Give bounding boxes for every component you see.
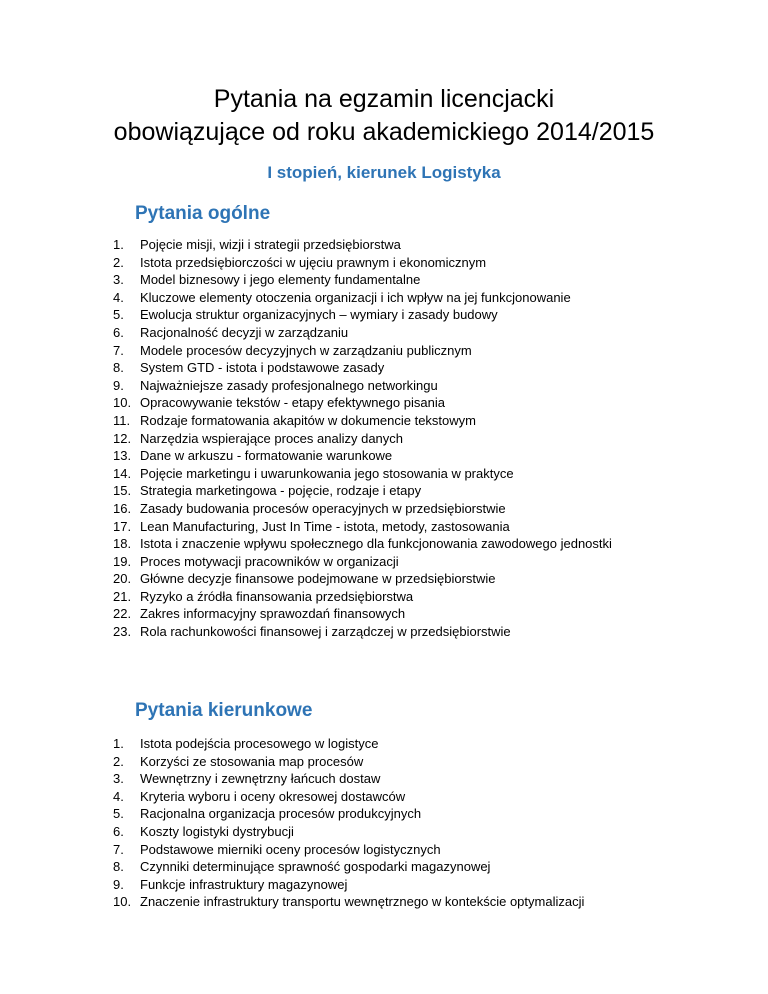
question-number: 9.: [113, 377, 124, 393]
question-text: Lean Manufacturing, Just In Time - istota, metody, zastosowania: [140, 518, 510, 534]
question-number: 10.: [113, 395, 132, 411]
question-text: Istota i znaczenie wpływu społecznego dla funkcjonowania zawodowego jednostki: [140, 536, 612, 552]
question-item: [0, 605, 650, 623]
question-text: Ewolucja struktur organizacyjnych – wymiary i zasady budowy: [140, 307, 498, 323]
question-number: 23.: [113, 624, 132, 640]
document-subtitle: I stopień, kierunek Logistyka: [267, 163, 501, 182]
question-number: 22.: [113, 606, 132, 622]
question-text: Opracowywanie tekstów - etapy efektywnego pisania: [140, 395, 445, 411]
question-number: 6.: [113, 324, 124, 340]
question-number: 13.: [113, 448, 132, 464]
question-text: Znaczenie infrastruktury transportu wewnętrznego w kontekście optymalizacji: [140, 894, 585, 910]
question-text: Dane w arkuszu - formatowanie warunkowe: [140, 448, 393, 464]
general-questions-list: [0, 236, 650, 641]
question-number: 1.: [113, 736, 124, 751]
question-text: Strategia marketingowa - pojęcie, rodzaje i etapy: [140, 483, 422, 499]
question-item: [0, 324, 650, 342]
question-number: 8.: [113, 360, 124, 376]
question-text: Rodzaje formatowania akapitów w dokumencie tekstowym: [140, 412, 476, 428]
question-number: 9.: [113, 876, 124, 892]
question-item: [0, 893, 650, 911]
question-item: [0, 447, 650, 465]
question-item: [0, 482, 650, 500]
question-text: Ryzyko a źródła finansowania przedsiębiorstwa: [140, 588, 414, 604]
question-number: 5.: [113, 806, 124, 822]
question-item: [0, 342, 650, 360]
question-text: Pojęcie marketingu i uwarunkowania jego stosowania w praktyce: [140, 465, 514, 481]
question-number: 8.: [113, 859, 124, 875]
question-number: 5.: [113, 307, 124, 323]
question-number: 14.: [113, 465, 132, 481]
question-text: Najważniejsze zasady profesjonalnego networkingu: [140, 377, 438, 393]
question-item: [0, 570, 650, 588]
question-number: 21.: [113, 588, 132, 604]
question-number: 3.: [113, 272, 124, 288]
question-text: Model biznesowy i jego elementy fundamentalne: [140, 272, 421, 288]
question-text: Czynniki determinujące sprawność gospodarki magazynowej: [140, 859, 491, 875]
question-text: Narzędzia wspierające proces analizy danych: [140, 430, 404, 446]
question-item: [0, 359, 650, 377]
question-text: Pojęcie misji, wizji i strategii przedsiębiorstwa: [140, 237, 401, 252]
question-number: 16.: [113, 500, 132, 516]
question-item: [0, 623, 650, 641]
question-number: 11.: [113, 412, 131, 428]
question-number: 18.: [113, 536, 132, 552]
question-item: [0, 430, 650, 448]
question-item: [0, 588, 650, 606]
question-number: 4.: [113, 788, 124, 804]
question-item: [0, 553, 650, 571]
question-text: Racjonalność decyzji w zarządzaniu: [140, 324, 349, 340]
major-questions-list: [0, 735, 650, 911]
question-text: Główne decyzje finansowe podejmowane w przedsiębiorstwie: [140, 571, 496, 587]
section-heading-general: Pytania ogólne: [135, 203, 271, 224]
question-text: Istota przedsiębiorczości w ujęciu prawnym i ekonomicznym: [140, 254, 487, 270]
question-item: [0, 518, 650, 536]
question-text: Zakres informacyjny sprawozdań finansowych: [140, 606, 406, 622]
question-item: [0, 271, 650, 289]
question-item: [0, 377, 650, 395]
question-number: 2.: [113, 254, 124, 270]
question-number: 1.: [113, 237, 124, 252]
question-text: Funkcje infrastruktury magazynowej: [140, 876, 348, 892]
question-number: 10.: [113, 894, 132, 910]
question-number: 2.: [113, 753, 124, 769]
question-number: 4.: [113, 289, 124, 305]
section-heading-major: Pytania kierunkowe: [135, 700, 313, 721]
question-text: Wewnętrzny i zewnętrzny łańcuch dostaw: [140, 771, 381, 787]
question-item: [0, 770, 650, 788]
question-item: [0, 805, 650, 823]
question-text: System GTD - istota i podstawowe zasady: [140, 360, 385, 376]
question-number: 7.: [113, 841, 124, 857]
question-item: [0, 841, 650, 859]
question-text: Koszty logistyki dystrybucji: [140, 823, 294, 839]
question-text: Kryteria wyboru i oceny okresowej dostawców: [140, 788, 406, 804]
question-item: [0, 876, 650, 894]
document-title-line-1: Pytania na egzamin licencjacki: [213, 85, 555, 113]
question-text: Zasady budowania procesów operacyjnych w przedsiębiorstwie: [140, 500, 506, 516]
question-number: 15.: [113, 483, 132, 499]
question-item: [0, 465, 650, 483]
question-number: 6.: [113, 823, 124, 839]
question-text: Podstawowe mierniki oceny procesów logistycznych: [140, 841, 441, 857]
question-item: [0, 788, 650, 806]
question-text: Modele procesów decyzyjnych w zarządzaniu publicznym: [140, 342, 472, 358]
question-item: [0, 858, 650, 876]
question-number: 20.: [113, 571, 132, 587]
question-number: 17.: [113, 518, 132, 534]
question-item: [0, 306, 650, 324]
question-item: [0, 236, 650, 254]
question-text: Korzyści ze stosowania map procesów: [140, 753, 364, 769]
question-item: [0, 823, 650, 841]
question-item: [0, 535, 650, 553]
question-text: Istota podejścia procesowego w logistyce: [140, 736, 379, 751]
question-text: Kluczowe elementy otoczenia organizacji i ich wpływ na jej funkcjonowanie: [140, 289, 571, 305]
question-item: [0, 412, 650, 430]
question-number: 7.: [113, 342, 124, 358]
question-item: [0, 254, 650, 272]
question-number: 19.: [113, 553, 132, 569]
question-item: [0, 735, 650, 753]
question-item: [0, 394, 650, 412]
question-item: [0, 500, 650, 518]
question-item: [0, 753, 650, 771]
question-text: Rola rachunkowości finansowej i zarządczej w przedsiębiorstwie: [140, 624, 511, 640]
question-number: 3.: [113, 771, 124, 787]
question-item: [0, 289, 650, 307]
question-number: 12.: [113, 430, 132, 446]
question-text: Racjonalna organizacja procesów produkcyjnych: [140, 806, 422, 822]
question-text: Proces motywacji pracowników w organizacji: [140, 553, 399, 569]
document-title-line-2: obowiązujące od roku akademickiego 2014/2015: [113, 118, 655, 146]
